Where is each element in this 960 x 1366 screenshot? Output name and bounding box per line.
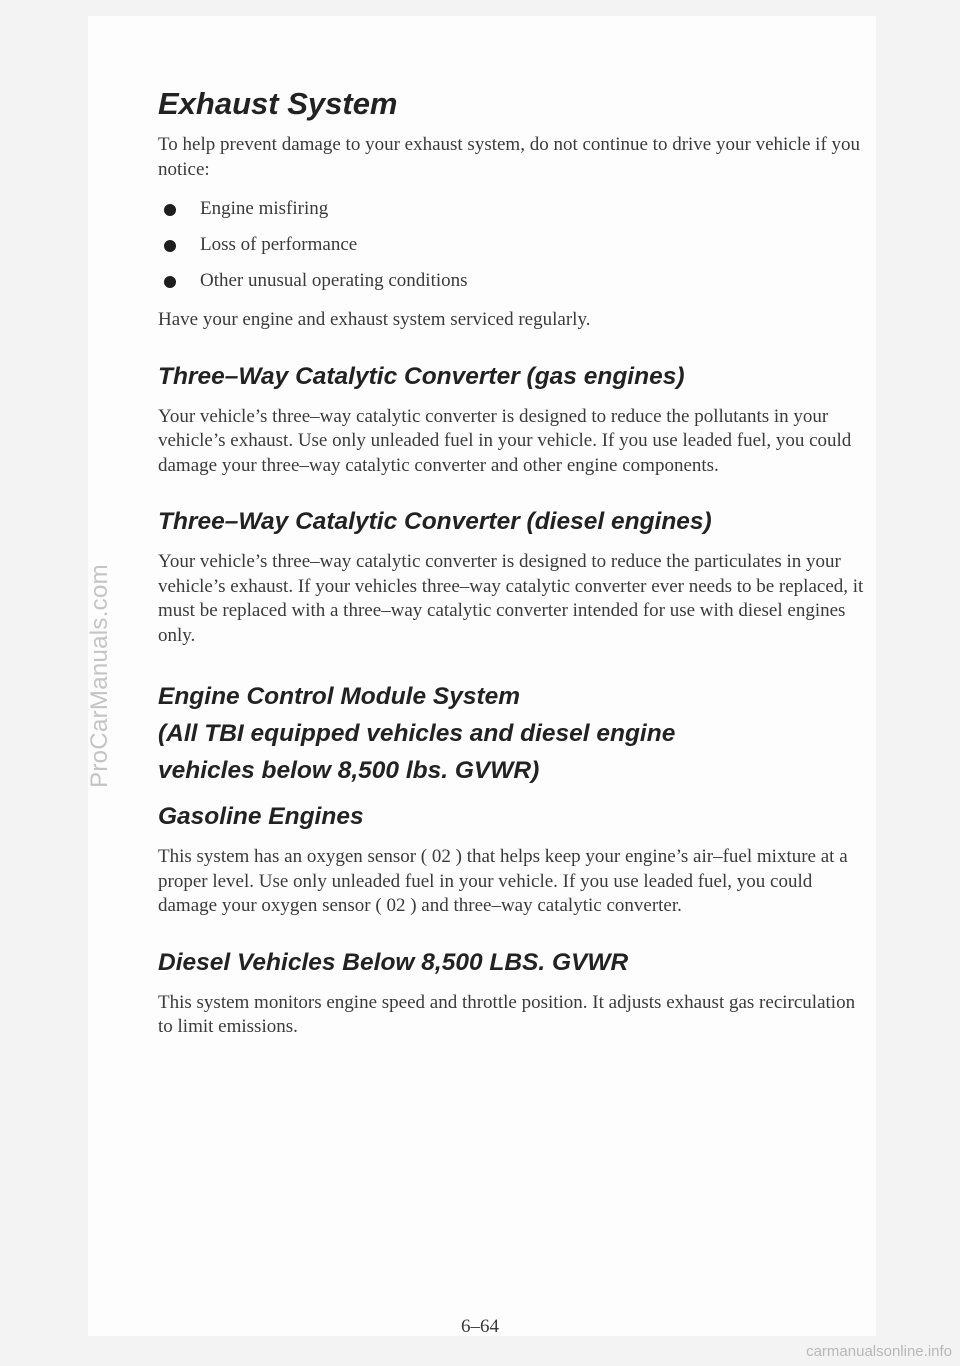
ecm-heading: Engine Control Module System (All TBI equipped vehicles and diesel engine vehicles below 8,500 lbs. GVWR) — [158, 683, 676, 784]
bullet-icon — [164, 276, 176, 288]
list-item: Other unusual operating conditions — [158, 263, 866, 299]
exhaust-outro-text: Have your engine and exhaust system serviced regularly. — [158, 309, 591, 330]
catalytic-gas-heading: Three–Way Catalytic Converter (gas engines) — [158, 362, 685, 390]
list-item: Engine misfiring — [158, 191, 866, 227]
catalytic-diesel-body: Your vehicle’s three–way catalytic converter is designed to reduce the particulates in your vehicle’s exhaust. If your vehicles three–way catalytic converter ever needs to be replaced, it must be replaced with a three–way catalytic converter intended for use with diesel engines only. — [158, 551, 864, 646]
bullet-icon — [164, 204, 176, 216]
gasoline-engines-body: This system has an oxygen sensor ( 02 ) that helps keep your engine’s air–fuel mixture at a proper level. Use only unleaded fuel in your vehicle. If you use leaded fuel, you could damage your oxygen sensor ( 02 ) and three–way catalytic converter. — [158, 846, 848, 916]
exhaust-symptom-list — [158, 191, 866, 299]
diesel-vehicles-body: This system monitors engine speed and throttle position. It adjusts exhaust gas recirculation to limit emissions. — [158, 991, 856, 1037]
page-number: 6–64 — [461, 1316, 499, 1337]
side-watermark: ProCarManuals.com — [86, 564, 113, 788]
list-item: Loss of performance — [158, 227, 866, 263]
catalytic-gas-body: Your vehicle’s three–way catalytic converter is designed to reduce the pollutants in your vehicle’s exhaust. Use only unleaded fuel in your vehicle. If you use leaded fuel, you could damage your three–way catalytic converter and other engine components. — [158, 405, 852, 476]
exhaust-intro-text: To help prevent damage to your exhaust system, do not continue to drive your vehicle if you notice: — [158, 134, 861, 180]
page-content — [158, 86, 866, 1040]
diesel-vehicles-heading: Diesel Vehicles Below 8,500 LBS. GVWR — [158, 948, 629, 976]
gasoline-engines-heading: Gasoline Engines — [158, 803, 364, 830]
exhaust-system-heading: Exhaust System — [158, 86, 398, 121]
catalytic-diesel-heading: Three–Way Catalytic Converter (diesel engines) — [158, 508, 712, 535]
bottom-watermark: carmanualsonline.info — [806, 1343, 952, 1360]
bullet-icon — [164, 240, 176, 252]
